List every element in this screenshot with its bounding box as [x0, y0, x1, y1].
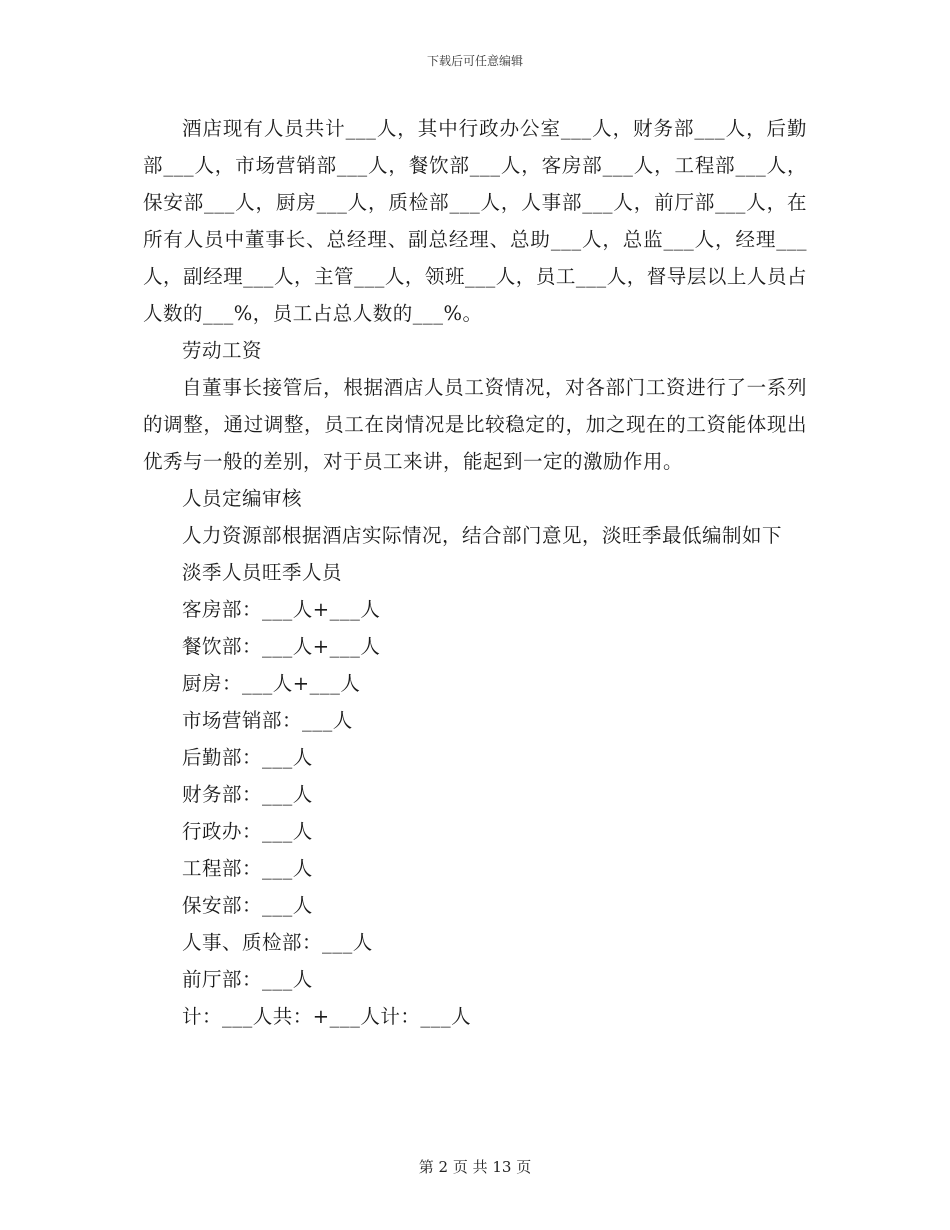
wages-paragraph: 自董事长接管后，根据酒店人员工资情况，对各部门工资进行了一系列的调整，通过调整，员工在岗情况是比较稳定的，加之现在的工资能体现出优秀与一般的差别，对于员工来讲，能起到一定的激励作用。: [143, 376, 807, 473]
staff-line-security: 保安部：___人: [182, 894, 313, 917]
staff-line-logistics: 后勤部：___人: [182, 746, 313, 769]
staff-line-housekeeping: 客房部：___人+___人: [182, 598, 381, 621]
staff-line-hr-qa: 人事、质检部：___人: [182, 931, 373, 954]
staff-line-kitchen: 厨房：___人+___人: [182, 672, 361, 695]
staff-line-food-beverage: 餐饮部：___人+___人: [182, 635, 381, 658]
staff-list-header: 淡季人员旺季人员: [182, 561, 343, 584]
staff-line-engineering: 工程部：___人: [182, 857, 313, 880]
page-footer: 第 2 页 共 13 页: [418, 1158, 532, 1176]
section-heading-staffing-review: 人员定编审核: [182, 487, 303, 510]
staff-line-admin: 行政办：___人: [182, 820, 313, 843]
staffing-intro-paragraph: 人力资源部根据酒店实际情况，结合部门意见，淡旺季最低编制如下: [182, 524, 783, 547]
staff-line-marketing: 市场营销部：___人: [182, 709, 353, 732]
staff-line-total: 计：___人共：+___人计：___人: [182, 1005, 472, 1028]
page-header: 下载后可任意编辑: [426, 54, 523, 68]
section-heading-wages: 劳动工资: [182, 339, 263, 362]
document-body: [143, 110, 807, 1035]
staff-line-finance: 财务部：___人: [182, 783, 313, 806]
staff-line-front-office: 前厅部：___人: [182, 968, 313, 991]
staff-summary-paragraph: 酒店现有人员共计___人，其中行政办公室___人，财务部___人，后勤部___人，市场营销部___人，餐饮部___人，客房部___人，工程部___人，保安部___人，厨房___人，质检部___人，人事部___人，前厅部___人，在所有人员中董事长、总经理、副总经理、总助___人，总监___人，经理___人，副经理___人，主管___人，领班___人，员工___人，督导层以上人员占人数的___%，员工占总人数的___%。: [143, 117, 807, 325]
